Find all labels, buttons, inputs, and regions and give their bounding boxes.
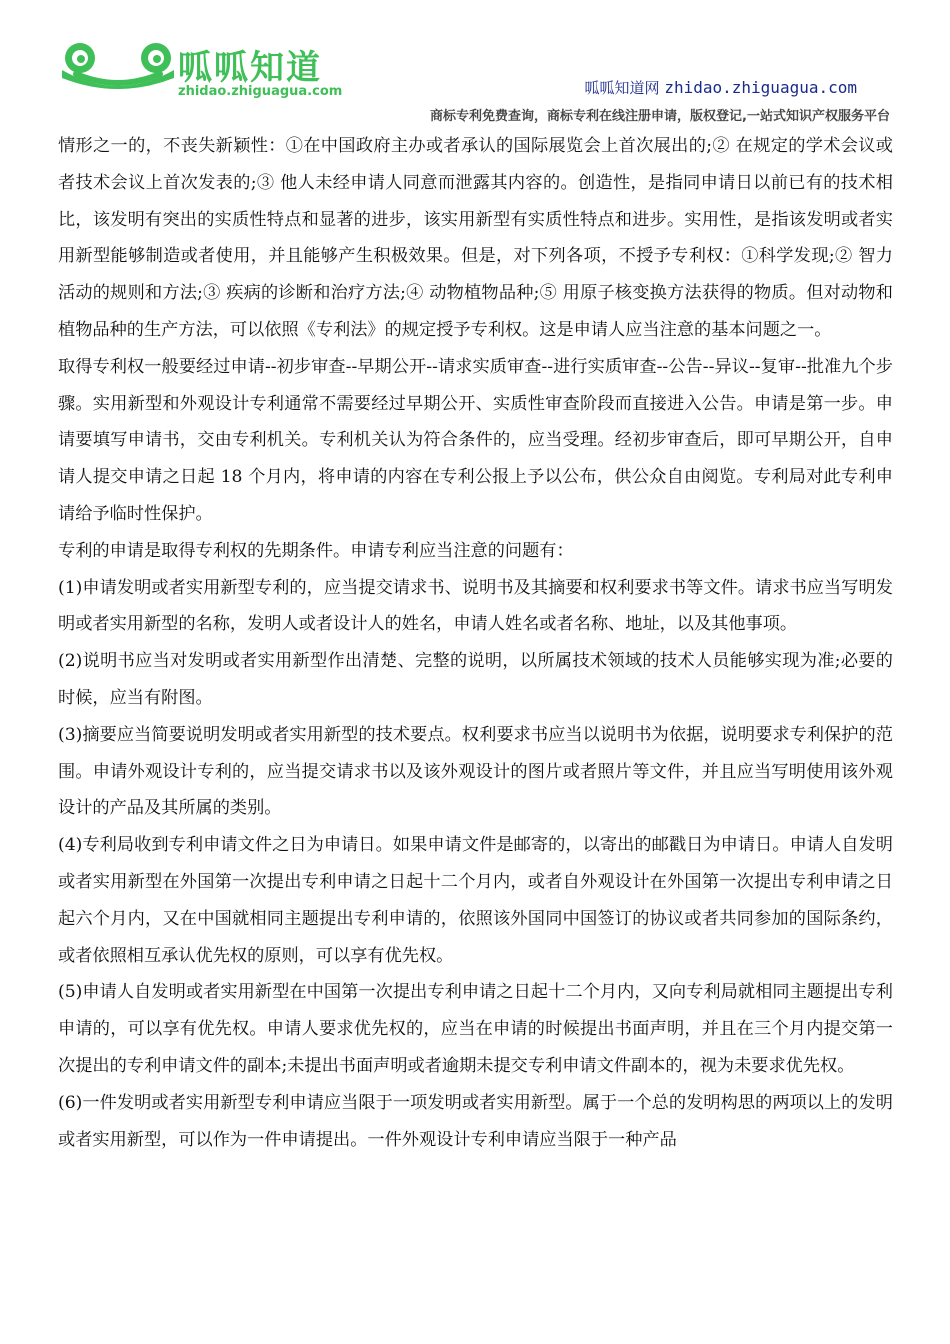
tagline: 商标专利免费查询，商标专利在线注册申请，版权登记,一站式知识产权服务平台 <box>430 109 890 124</box>
brand-url: zhidao.zhiguagua.com <box>178 84 343 99</box>
paragraph: 情形之一的，不丧失新颖性：①在中国政府主办或者承认的国际展览会上首次展出的;② 在规定的学术会议或者技术会议上首次发表的;③ 他人未经申请人同意而泄露其内容的。创造性，是指同申请日以前已有的技术相比，该发明有突出的实质性特点和显著的进步，该实用新型有实质性特点和进步。实用性，是指该发明或者实用新型能够制造或者使用，并且能够产生积极效果。但是，对下列各项，不授予专利权：①科学发现;② 智力活动的规则和方法;③ 疾病的诊断和治疗方法;④ 动物植物品种;⑤ 用原子核变换方法获得的物质。但对动物和植物品种的生产方法，可以依照《专利法》的规定授予专利权。这是申请人应当注意的基本问题之一。 <box>58 136 893 340</box>
paragraph: (2)说明书应当对发明或者实用新型作出清楚、完整的说明，以所属技术领域的技术人员能够实现为准;必要的时候，应当有附图。 <box>58 651 893 708</box>
site-label: 呱呱知道网 <box>584 79 660 97</box>
paragraph: (6)一件发明或者实用新型专利申请应当限于一项发明或者实用新型。属于一个总的发明构思的两项以上的发明或者实用新型，可以作为一件申请提出。一件外观设计专利申请应当限于一种产品 <box>58 1092 893 1150</box>
document-body <box>58 128 893 1158</box>
paragraph: (5)申请人自发明或者实用新型在中国第一次提出专利申请之日起十二个月内，又向专利局就相同主题提出专利申请的，可以享有优先权。申请人要求优先权的，应当在申请的时候提出书面声明，并且在三个月内提交第一次提出的专利申请文件的副本;未提出书面声明或者逾期未提交专利申请文件副本的，视为未要求优先权。 <box>58 982 893 1076</box>
paragraph: 取得专利权一般要经过申请--初步审查--早期公开--请求实质审查--进行实质审查--公告--异议--复审--批准九个步骤。实用新型和外观设计专利通常不需要经过早期公开、实质性审查阶段而直接进入公告。申请是第一步。申请要填写申请书，交由专利机关。专利机关认为符合条件的，应当受理。经初步审查后，即可早期公开，自申请人提交申请之日起 18 个月内，将申请的内容在专利公报上予以公布，供公众自由阅览。专利局对此专利申请给予临时性保护。 <box>58 356 893 524</box>
frog-logo-icon <box>58 40 178 92</box>
site-url[interactable]: zhidao.zhiguagua.com <box>664 78 857 97</box>
paragraph: (3)摘要应当简要说明发明或者实用新型的技术要点。权利要求书应当以说明书为依据，说明要求专利保护的范围。申请外观设计专利的，应当提交请求书以及该外观设计的图片或者照片等文件，并且应当写明使用该外观设计的产品及其所属的类别。 <box>58 724 893 819</box>
site-link[interactable] <box>585 77 857 98</box>
page-header <box>0 0 950 128</box>
paragraph: 专利的申请是取得专利权的先期条件。申请专利应当注意的问题有： <box>58 540 574 561</box>
paragraph: (4)专利局收到专利申请文件之日为申请日。如果申请文件是邮寄的，以寄出的邮戳日为申请日。申请人自发明或者实用新型在外国第一次提出专利申请之日起十二个月内，或者自外观设计在外国第一次提出专利申请之日起六个月内，又在中国就相同主题提出专利申请的，依照该外国同中国签订的协议或者共同参加的国际条约，或者依照相互承认优先权的原则，可以享有优先权。 <box>58 835 893 966</box>
paragraph: (1)申请发明或者实用新型专利的，应当提交请求书、说明书及其摘要和权利要求书等文件。请求书应当写明发明或者实用新型的名称，发明人或者设计人的姓名，申请人姓名或者名称、地址，以及其他事项。 <box>58 577 893 635</box>
brand-name: 呱呱知道 <box>178 48 322 88</box>
